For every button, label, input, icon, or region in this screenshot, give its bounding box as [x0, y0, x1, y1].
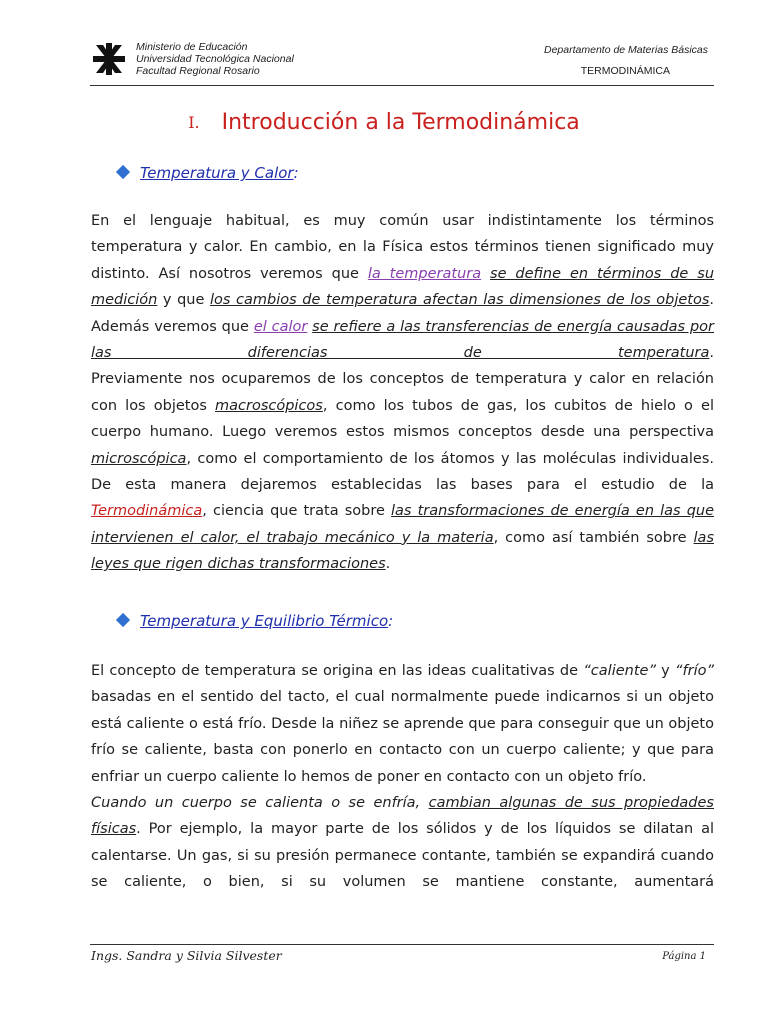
emphasis-run: macroscópicos	[215, 397, 323, 414]
text-run: basadas en el sentido del tacto, el cual normalmente puede indicarnos si un objeto está caliente o está frío. Desde la niñez se aprende que para conseguir que un objeto frío se caliente, basta con ponerlo en contacto con un cuerpo caliente; y que para enfriar un cuerpo caliente lo hemos de poner en contacto con un objeto frío.	[91, 689, 714, 785]
section-heading-colon: :	[293, 164, 299, 182]
text-run: y que	[157, 292, 211, 309]
institution-line: Facultad Regional Rosario	[136, 65, 260, 77]
emphasis-run: las transformaciones de energía en las que intervienen el calor, el trabajo mecánico y la materia	[91, 503, 715, 546]
emphasis-run: las leyes que rigen dichas transformaciones	[91, 529, 714, 573]
emphasis-run: se refiere a las transferencias de energía causadas por las diferencias de temperatura	[91, 318, 714, 362]
institution-block	[136, 41, 294, 77]
term-termodinamica: Termodinámica	[91, 503, 203, 520]
emphasis-run: los cambios de temperatura afectan las dimensiones de los objetos	[210, 292, 710, 309]
institution-line: Ministerio de Educación	[136, 41, 248, 53]
section-heading-colon: :	[388, 612, 394, 630]
emphasis-run: microscópica	[91, 450, 187, 467]
paragraph	[91, 366, 714, 577]
subject-name: TERMODINÁMICA	[580, 65, 670, 77]
emphasis-run: cambian algunas de sus propiedades físicas	[91, 795, 714, 838]
section-1-body	[91, 208, 714, 578]
term-la-temperatura: la temperatura	[367, 265, 482, 282]
section-heading-text: Temperatura y Equilibrio Térmico	[140, 612, 389, 630]
text-run: y	[655, 663, 675, 679]
chapter-number: I.	[188, 113, 200, 132]
footer-authors: Ings. Sandra y Silvia Silvester	[91, 948, 282, 963]
text-run: Previamente nos ocuparemos de los conceptos de temperatura y calor en relación con los objetos	[91, 371, 714, 414]
section-heading-equilibrio-termico	[114, 612, 393, 630]
department-name: Departamento de Materias Básicas	[544, 44, 708, 56]
term-el-calor: el calor	[253, 318, 308, 335]
quoted-term: “frío”	[675, 663, 714, 679]
text-run: , como el comportamiento de los átomos y las moléculas individuales. De esta manera dejaremos establecidas las bases para el estudio de la	[91, 450, 714, 494]
text-run: , ciencia que trata sobre	[202, 503, 392, 520]
italic-run: Cuando un cuerpo se calienta o se enfría,	[91, 795, 429, 812]
chapter-title: Introducción a la Termodinámica	[221, 110, 580, 135]
header-divider	[90, 85, 714, 86]
quoted-term: “caliente”	[583, 663, 656, 679]
text-run: .	[709, 345, 714, 362]
department-block	[544, 44, 708, 77]
page-title	[0, 110, 768, 135]
text-run: . Por ejemplo, la mayor parte de los sólidos y de los líquidos se dilatan al calentarse. Un gas, si su presión permanece contante, también se expandirá cuando se caliente, o bien, si su volumen se mantiene constante, aumentará	[91, 821, 714, 891]
section-2-body	[91, 658, 714, 896]
text-run	[481, 266, 490, 282]
text-run: .	[385, 556, 391, 573]
paragraph	[91, 790, 714, 896]
page-number: Página 1	[662, 951, 706, 962]
section-heading-temperatura-calor	[114, 164, 299, 182]
emphasis-run: se define en términos de su medición	[91, 265, 715, 309]
text-run: . Además veremos que	[91, 292, 714, 335]
institution-line: Universidad Tecnológica Nacional	[136, 53, 294, 65]
paragraph	[91, 658, 714, 790]
university-logo-icon	[93, 43, 125, 75]
text-run: El concepto de temperatura se origina en las ideas cualitativas de	[91, 663, 584, 679]
text-run: , como los tubos de gas, los cubitos de hielo o el cuerpo humano. Luego veremos estos mismos conceptos desde una perspectiva	[91, 397, 715, 441]
text-run: En el lenguaje habitual, es muy común usar indistintamente los términos temperatura y calor. En cambio, en la Física estos términos tienen significado muy distinto. Así nosotros veremos que	[91, 213, 714, 282]
diamond-bullet-icon	[116, 613, 130, 627]
section-heading-text: Temperatura y Calor	[140, 164, 294, 182]
diamond-bullet-icon	[116, 165, 130, 179]
text-run: , como así también sobre	[493, 529, 694, 546]
footer-divider	[90, 944, 714, 945]
paragraph	[91, 208, 714, 366]
